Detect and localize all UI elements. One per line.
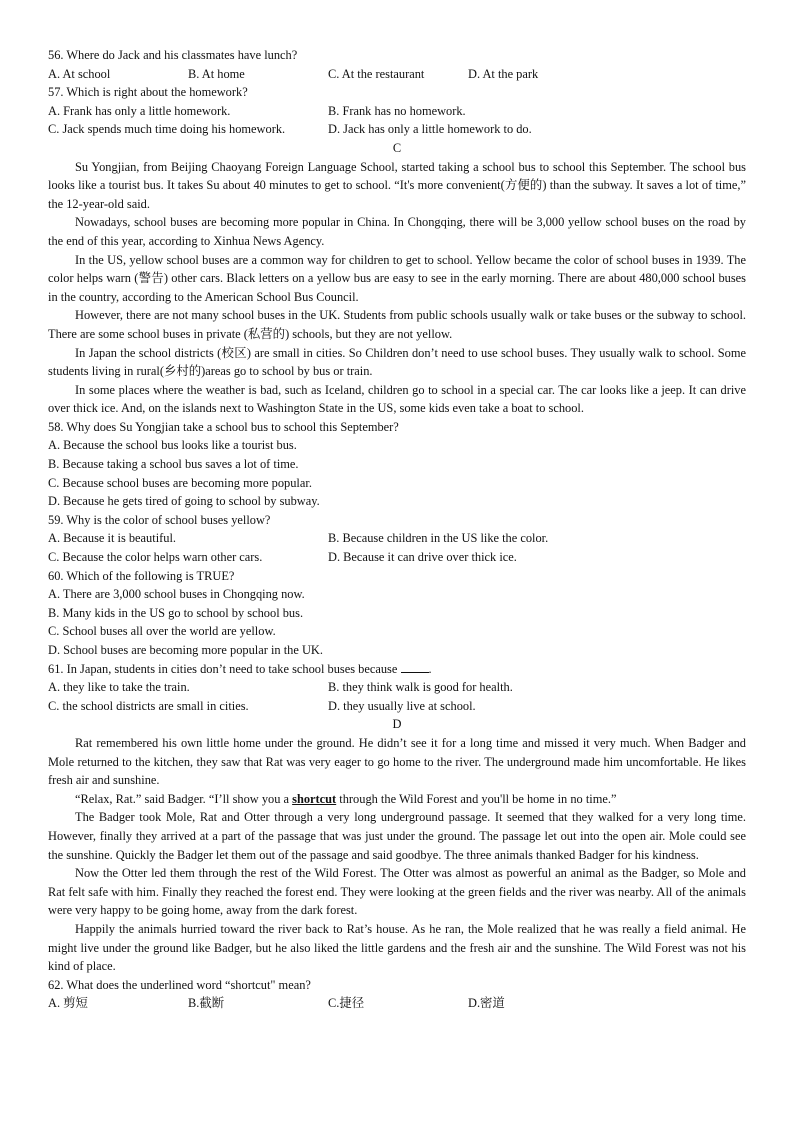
exam-page bbox=[48, 46, 746, 1013]
option-c: C.捷径 bbox=[328, 996, 365, 1011]
passage-d-paragraph: The Badger took Mole, Rat and Otter through a very long underground passage. It seemed that they walked for a very long time. However, finally they arrived at a part of the passage that was just under the ground. The passage let out into the open air. Mole could see the sunshine. Quickly the Badger let them out of the passage and said goodbye. The three animals thanked Badger for his kindness. bbox=[48, 810, 746, 862]
answer-blank bbox=[401, 660, 429, 673]
option-b: B. Because taking a school bus saves a lot of time. bbox=[48, 457, 299, 472]
passage-d-text: “Relax, Rat.” said Badger. “I’ll show you a bbox=[75, 791, 293, 806]
question-58: 58. Why does Su Yongjian take a school bus to school this September? bbox=[48, 419, 399, 434]
question-61 bbox=[48, 660, 746, 679]
option-b: B. Because children in the US like the color. bbox=[328, 531, 549, 546]
option-d: D. Jack has only a little homework to do. bbox=[328, 122, 532, 137]
question-57-options-row1 bbox=[48, 102, 746, 121]
option-c: C. the school districts are small in cities. bbox=[48, 698, 249, 713]
question-57-options-row2 bbox=[48, 120, 746, 139]
option-b: B. At home bbox=[188, 66, 245, 81]
option-d: D. Because he gets tired of going to school by subway. bbox=[48, 494, 320, 509]
question-59-options-row2 bbox=[48, 548, 746, 567]
option-d: D. School buses are becoming more popular in the UK. bbox=[48, 643, 323, 657]
passage-d-paragraph: Happily the animals hurried toward the river back to Rat’s house. As he ran, the Mole realized that he was really a field animal. He might live under the ground like Badger, but he also liked the little gardens and the fresh air and the sunshine. The Wild Forest was not his kind of place. bbox=[48, 921, 746, 974]
question-61-options-row2 bbox=[48, 697, 746, 716]
option-c: C. Jack spends much time doing his homework. bbox=[48, 122, 286, 137]
option-c: C. Because the color helps warn other cars. bbox=[48, 550, 263, 565]
question-59: 59. Why is the color of school buses yellow? bbox=[48, 512, 271, 527]
option-c: C. School buses all over the world are yellow. bbox=[48, 624, 276, 639]
question-62: 62. What does the underlined word “shortcut" mean? bbox=[48, 977, 311, 992]
underlined-word: shortcut bbox=[292, 791, 337, 806]
passage-d-text: through the Wild Forest and you'll be home in no time.” bbox=[336, 791, 617, 806]
question-61-end: . bbox=[428, 661, 432, 676]
passage-d-paragraph bbox=[48, 790, 746, 809]
question-56-options bbox=[48, 65, 746, 84]
passage-c-paragraph: Su Yongjian, from Beijing Chaoyang Foreign Language School, started taking a school bus to school this September. The school bus looks like a tourist bus. It takes Su about 40 minutes to get to school. “It's more convenient(方便的) than the subway. It saves a lot of time,” the 12-year-old said. bbox=[48, 159, 746, 211]
passage-c-paragraph: In the US, yellow school buses are a common way for children to get to school. Yellow became the color of school buses in 1939. The color helps warn (警告) other cars. Black letters on a yellow bus are easy to see in the early morning. There are about 480,000 school buses in the country, according to the American School Bus Council. bbox=[48, 252, 746, 304]
passage-c-paragraph: In Japan the school districts (校区) are small in cities. So Children don’t need to use school buses. They usually walk to school. Some students living in rural(乡村的)areas go to school by bus or train. bbox=[48, 345, 746, 379]
option-b: B. Frank has no homework. bbox=[328, 103, 466, 118]
option-b: B. Many kids in the US go to school by school bus. bbox=[48, 605, 304, 620]
option-a: A. Because the school bus looks like a tourist bus. bbox=[48, 438, 297, 453]
passage-c-paragraph: In some places where the weather is bad, such as Iceland, children go to school in a special car. The car looks like a jeep. It can drive over thick ice. And, on the islands next to Washington State in the US, some kids even take a boat to school. bbox=[48, 382, 746, 416]
option-d: D.密道 bbox=[468, 996, 505, 1011]
option-b: B.截断 bbox=[188, 996, 225, 1011]
passage-c-paragraph: Nowadays, school buses are becoming more popular in China. In Chongqing, there will be 3,000 yellow school buses on the road by the end of this year, according to Xinhua News Agency. bbox=[48, 215, 746, 248]
option-d: D. they usually live at school. bbox=[328, 698, 476, 713]
option-a: A. Because it is beautiful. bbox=[48, 531, 177, 546]
passage-c-paragraph: However, there are not many school buses in the UK. Students from public schools usually walk or take buses or the subway to school. There are some school buses in private (私营的) schools, but they are not yellow. bbox=[48, 308, 746, 341]
option-c: C. At the restaurant bbox=[328, 66, 425, 81]
option-c: C. Because school buses are becoming more popular. bbox=[48, 475, 312, 490]
option-a: A. 剪短 bbox=[48, 996, 88, 1011]
option-a: A. At school bbox=[48, 66, 111, 81]
passage-d-paragraph: Rat remembered his own little home under the ground. He didn’t see it for a long time and missed it very much. When Badger and Mole returned to the kitchen, they saw that Rat was very eager to go home to the river. The underground made him uncomfortable. He likes fresh air and sunshine. bbox=[48, 735, 746, 788]
question-59-options-row1 bbox=[48, 529, 746, 548]
option-a: A. Frank has only a little homework. bbox=[48, 103, 231, 118]
question-57: 57. Which is right about the homework? bbox=[48, 85, 248, 100]
option-d: D. Because it can drive over thick ice. bbox=[328, 550, 517, 565]
question-62-options bbox=[48, 994, 746, 1013]
section-d-heading: D bbox=[392, 717, 402, 732]
option-d: D. At the park bbox=[468, 66, 539, 81]
section-c-heading: C bbox=[392, 140, 402, 155]
option-a: A. There are 3,000 school buses in Chongqing now. bbox=[48, 587, 305, 602]
question-56: 56. Where do Jack and his classmates have lunch? bbox=[48, 48, 298, 62]
question-61-options-row1 bbox=[48, 678, 746, 697]
option-b: B. they think walk is good for health. bbox=[328, 680, 513, 695]
passage-d-paragraph: Now the Otter led them through the rest of the Wild Forest. The Otter was almost as powerful an animal as the Badger, so Mole and Rat felt safe with him. Finally they reached the forest end. They were looking at the green fields and the river was nearby. All of the animals were very happy to be going home, away from the dark forest. bbox=[48, 866, 746, 918]
question-60: 60. Which of the following is TRUE? bbox=[48, 568, 235, 583]
option-a: A. they like to take the train. bbox=[48, 680, 190, 695]
question-61-text: 61. In Japan, students in cities don’t need to take school buses because bbox=[48, 661, 398, 676]
